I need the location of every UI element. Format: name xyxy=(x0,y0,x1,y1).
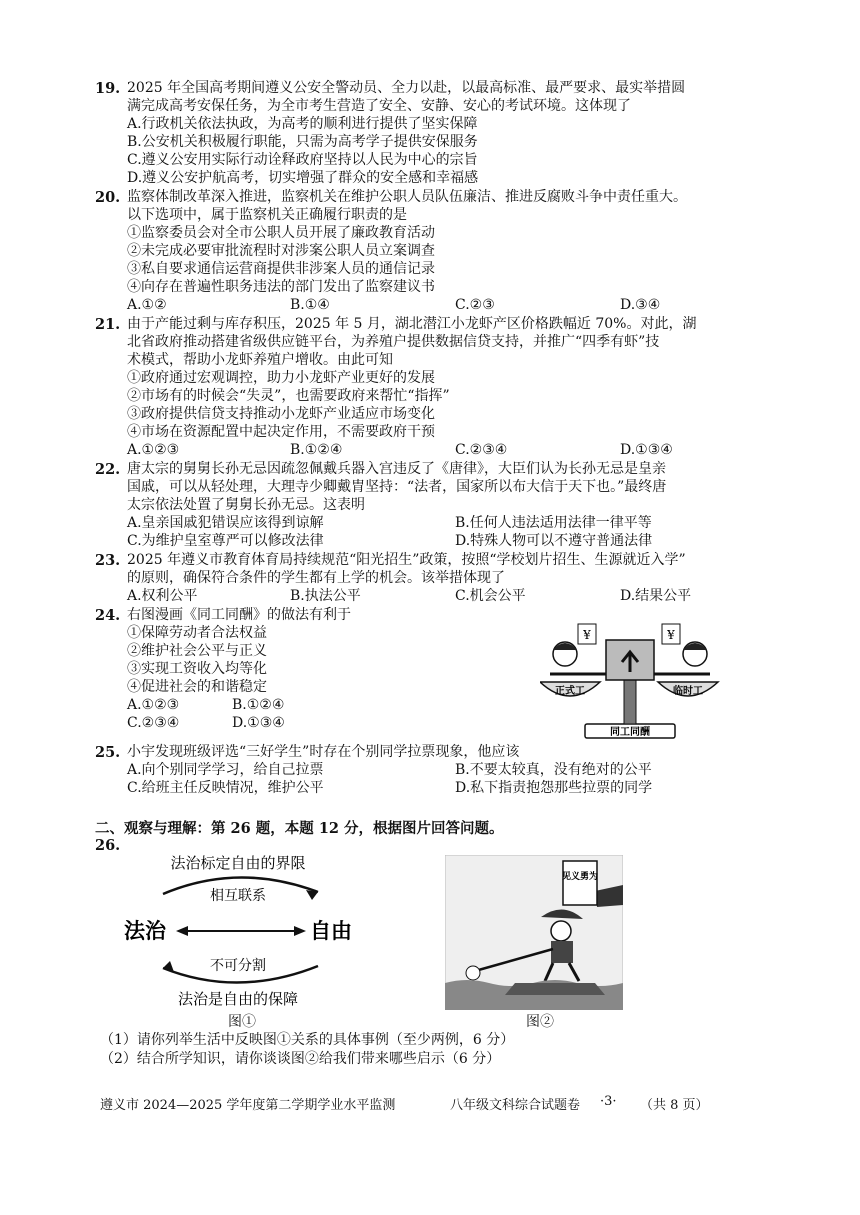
worker-right-hair xyxy=(683,643,707,650)
option-a: A.①②③ xyxy=(127,697,180,713)
option-a: A.权利公平 xyxy=(127,588,198,604)
question-text: 北省政府推动搭建省级供应链平台，为养殖户提供数据信贷支持，并推广“四季有虾”技 xyxy=(127,334,660,350)
diagram-bottom-label: 法治是自由的保障 xyxy=(177,990,299,1008)
statement: ②未完成必要审批流程时对涉案公职人员立案调查 xyxy=(127,243,435,259)
option-b: B.①④ xyxy=(290,297,330,313)
statement: ②市场有的时候会“失灵”，也需要政府来帮忙“指挥” xyxy=(127,388,450,404)
book-sign: 见义勇为 xyxy=(561,872,599,882)
lower-arc-label: 不可分割 xyxy=(210,958,266,974)
rescuer-head xyxy=(551,921,571,941)
rule-of-law-node: 法治 xyxy=(124,918,166,943)
rule-of-law-freedom-diagram xyxy=(118,848,368,1013)
equal-pay-comic xyxy=(540,612,720,740)
option-c: C.机会公平 xyxy=(455,588,526,604)
question-text: 太宗依法处置了舅舅长孙无忌。这表明 xyxy=(127,497,365,513)
question-number: 21. xyxy=(95,316,121,333)
upper-arc-label: 相互联系 xyxy=(210,888,266,904)
question-number: 26. xyxy=(95,837,121,854)
option-b: B.执法公平 xyxy=(290,588,361,604)
option-a: A.①② xyxy=(127,297,167,313)
statement: ①保障劳动者合法权益 xyxy=(127,625,267,641)
figure-1-caption: 图① xyxy=(228,1014,256,1030)
option-b: B.①②④ xyxy=(290,442,343,458)
statement: ②维护社会公平与正义 xyxy=(127,643,267,659)
figure-2-caption: 图② xyxy=(526,1014,554,1030)
question-text: 监察体制改革深入推进，监察机关在维护公职人员队伍廉洁、推进反腐败斗争中责任重大。 xyxy=(127,189,687,205)
footer-exam-name: 遵义市 2024—2025 学年度第二学期学业水平监测 xyxy=(100,1098,396,1113)
arrow-right-icon xyxy=(294,926,306,936)
rescuer-body xyxy=(551,941,573,963)
question-text: 以下选项中，属于监察机关正确履行职责的是 xyxy=(127,207,407,223)
option-a: A.①②③ xyxy=(127,442,180,458)
question-text: 右图漫画《同工同酬》的做法有利于 xyxy=(127,607,351,623)
worker-left-hair xyxy=(553,643,577,650)
option-d: D.①③④ xyxy=(232,715,285,731)
option-c: C.为维护皇室尊严可以修改法律 xyxy=(127,533,324,549)
page-number: ·3· xyxy=(600,1094,617,1109)
question-number: 20. xyxy=(95,189,121,206)
option-d: D.①③④ xyxy=(620,442,673,458)
option-c: C.②③④ xyxy=(455,442,508,458)
option-c: C.②③ xyxy=(455,297,495,313)
statement: ④向存在普遍性职务违法的部门发出了监察建议书 xyxy=(127,279,435,295)
comic-right-label: 临时工 xyxy=(673,686,703,697)
option-b: B.①②④ xyxy=(232,697,285,713)
statement: ①政府通过宏观调控，助力小龙虾产业更好的发展 xyxy=(127,370,435,386)
question-text: 术模式，帮助小龙虾养殖户增收。由此可知 xyxy=(127,352,393,368)
option-b: B.公安机关积极履行职能，只需为高考学子提供安保服务 xyxy=(127,134,478,150)
comic-base-label: 同工同酬 xyxy=(610,727,650,738)
option-d: D.遵义公安护航高考，切实增强了群众的安全感和幸福感 xyxy=(127,170,479,186)
question-number: 23. xyxy=(95,552,121,569)
question-number: 24. xyxy=(95,607,121,624)
option-d: D.③④ xyxy=(620,297,661,313)
subquestion-1: （1）请你列举生活中反映图①关系的具体事例（至少两例，6 分） xyxy=(100,1032,515,1048)
statement: ③政府提供信贷支持推动小龙虾产业适应市场变化 xyxy=(127,406,435,422)
diagram-top-label: 法治标定自由的界限 xyxy=(170,854,306,872)
question-text: 的原则，确保符合条件的学生都有上学的机会。该举措体现了 xyxy=(127,570,505,586)
statement: ④促进社会的和谐稳定 xyxy=(127,679,267,695)
option-d: D.特殊人物可以不遵守普通法律 xyxy=(455,533,653,549)
money-icon: ¥ xyxy=(583,628,591,642)
footer-paper-name: 八年级文科综合试题卷 xyxy=(450,1098,581,1113)
option-b: B.不要太较真，没有绝对的公平 xyxy=(455,762,652,778)
question-text: 国戚，可以从轻处理，大理寺少卿戴胄坚持：“法者，国家所以布大信于天下也。”最终唐 xyxy=(127,479,667,495)
question-text: 由于产能过剩与库存积压，2025 年 5 月，湖北潜江小龙虾产区价格跌幅近 70%。对此，湖 xyxy=(127,316,697,332)
option-d: D.结果公平 xyxy=(620,588,692,604)
option-a: A.向个别同学学习，给自己拉票 xyxy=(127,762,324,778)
option-c: C.给班主任反映情况，维护公平 xyxy=(127,780,324,796)
option-b: B.任何人违法适用法律一律平等 xyxy=(455,515,652,531)
law-book xyxy=(563,861,597,905)
statement: ①监察委员会对全市公职人员开展了廉政教育活动 xyxy=(127,225,435,241)
drowning-person xyxy=(466,966,480,980)
money-icon: ¥ xyxy=(667,628,675,642)
statement: ③私自要求通信运营商提供非涉案人员的通信记录 xyxy=(127,261,435,277)
good-samaritan-cartoon xyxy=(445,855,623,1010)
question-text: 2025 年遵义市教育体育局持续规范“阳光招生”政策，按照“学校划片招生、生源就近入学” xyxy=(127,552,686,568)
river-bank xyxy=(505,983,605,995)
question-text: 小宇发现班级评选“三好学生”时存在个别同学拉票现象，他应该 xyxy=(127,744,520,760)
arrow-left-icon xyxy=(176,926,188,936)
statement: ④市场在资源配置中起决定作用，不需要政府干预 xyxy=(127,424,435,440)
question-number: 25. xyxy=(95,744,121,761)
page-total: （共 8 页） xyxy=(640,1098,709,1113)
comic-left-label: 正式工 xyxy=(555,686,585,697)
question-text: 满完成高考安保任务，为全市考生营造了安全、安静、安心的考试环境。这体现了 xyxy=(127,98,631,114)
subquestion-2: （2）结合所学知识，请你谈谈图②给我们带来哪些启示（6 分） xyxy=(100,1051,501,1067)
option-d: D.私下指责抱怨那些拉票的同学 xyxy=(455,780,653,796)
section-title: 二、观察与理解：第 26 题，本题 12 分，根据图片回答问题。 xyxy=(95,820,504,837)
option-a: A.皇亲国戚犯错误应该得到谅解 xyxy=(127,515,324,531)
freedom-node: 自由 xyxy=(310,918,352,943)
option-a: A.行政机关依法执政，为高考的顺利进行提供了坚实保障 xyxy=(127,116,478,132)
question-text: 2025 年全国高考期间遵义公安全警动员、全力以赴，以最高标准、最严要求、最实举措圆 xyxy=(127,80,686,96)
statement: ③实现工资收入均等化 xyxy=(127,661,267,677)
question-text: 唐太宗的舅舅长孙无忌因疏忽佩戴兵器入宫违反了《唐律》，大臣们认为长孙无忌是皇亲 xyxy=(127,461,666,477)
option-c: C.②③④ xyxy=(127,715,180,731)
question-number: 22. xyxy=(95,461,121,478)
option-c: C.遵义公安用实际行动诠释政府坚持以人民为中心的宗旨 xyxy=(127,152,478,168)
question-number: 19. xyxy=(95,80,121,97)
